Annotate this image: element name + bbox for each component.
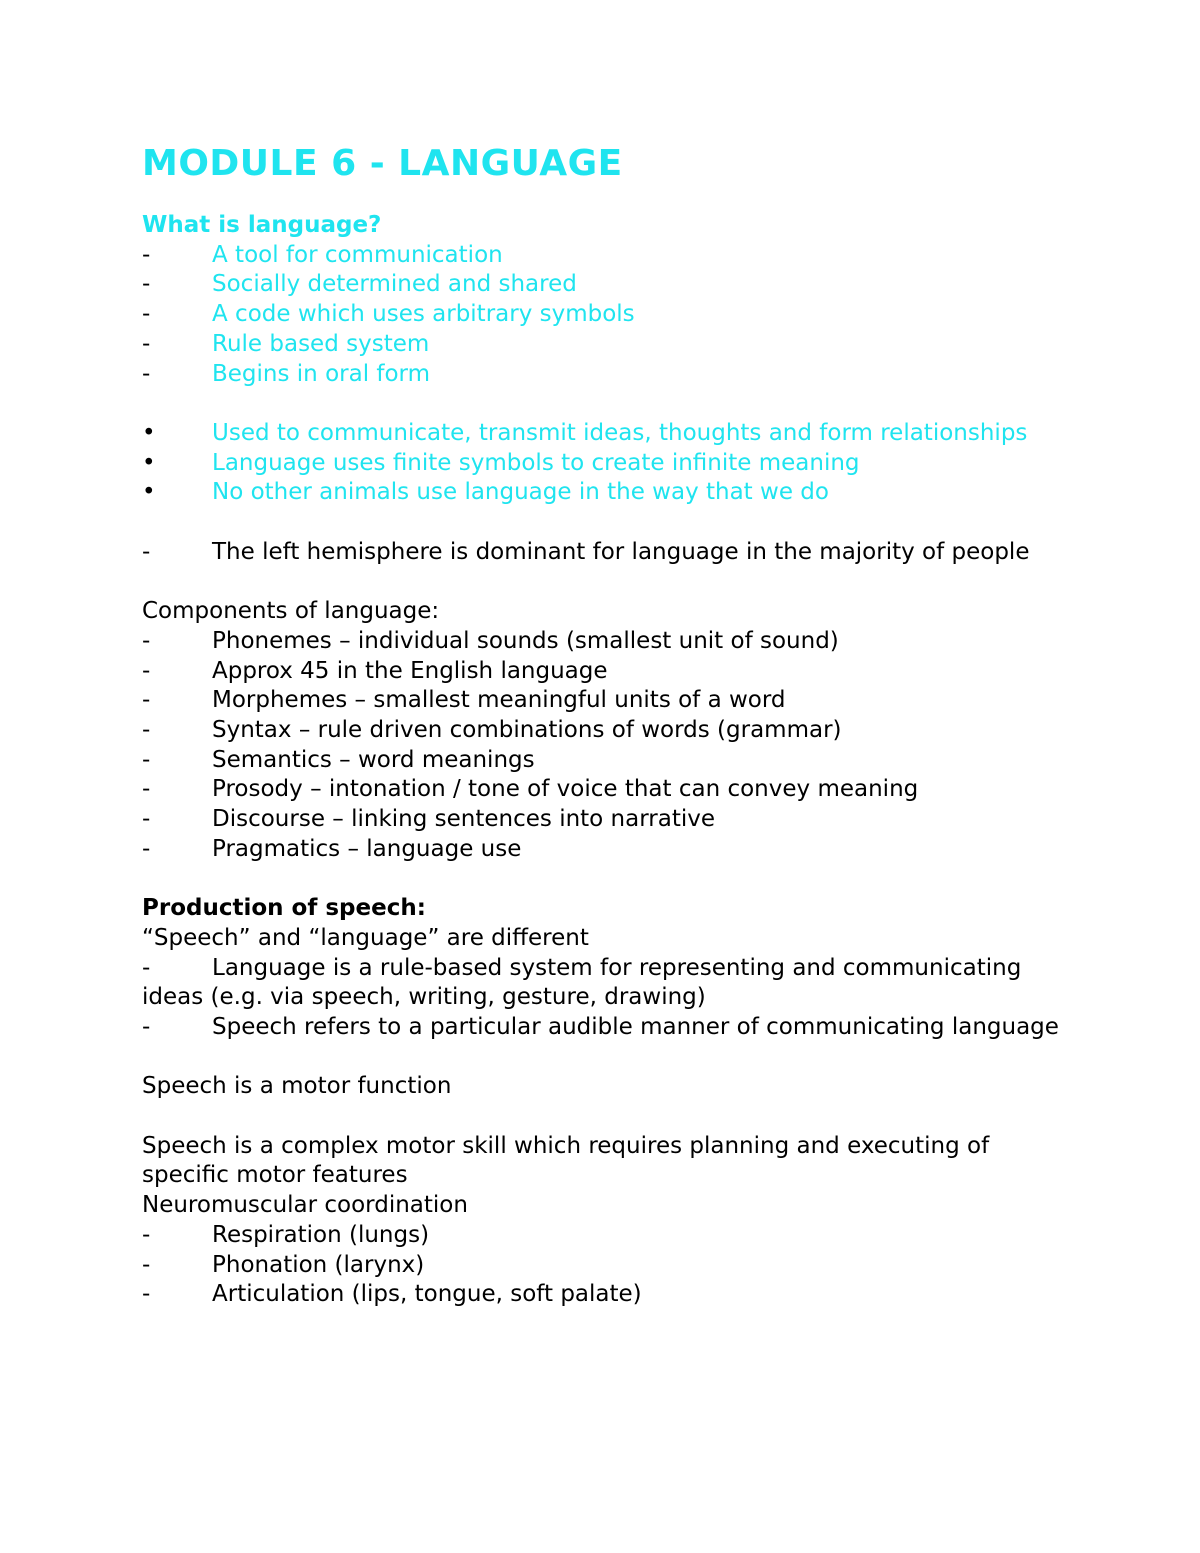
spacer	[142, 508, 1072, 538]
page-title: MODULE 6 - LANGUAGE	[142, 143, 623, 184]
list-item	[142, 775, 1072, 805]
production-intro: “Speech” and “language” are different	[142, 924, 589, 951]
bullet-item	[142, 478, 1072, 508]
dash-marker: -	[142, 627, 151, 654]
dash-marker: -	[142, 687, 151, 714]
list-item	[142, 300, 1072, 330]
dash-marker: -	[142, 835, 151, 862]
list-item	[142, 627, 1072, 657]
section-heading-components: Components of language:	[142, 598, 440, 625]
bullet-item	[142, 449, 1072, 479]
list-item-text: Prosody – intonation / tone of voice that can convey meaning	[212, 776, 919, 803]
list-item-text: Phonemes – individual sounds (smallest unit of sound)	[212, 627, 839, 654]
dash-marker: -	[142, 776, 151, 803]
list-item-text: Syntax – rule driven combinations of words (grammar)	[212, 716, 842, 743]
list-item	[142, 835, 1072, 865]
list-item	[142, 270, 1072, 300]
dash-marker: -	[142, 538, 151, 565]
list-item-text: The left hemisphere is dominant for language in the majority of people	[212, 538, 1030, 565]
spacer	[142, 864, 1072, 894]
list-item-text: A tool for communication	[212, 241, 503, 268]
bullet-item	[142, 419, 1072, 449]
list-item	[142, 716, 1072, 746]
list-item	[142, 1251, 1072, 1281]
section-heading-what-is-language: What is language?	[142, 212, 382, 238]
dash-marker: -	[142, 1281, 151, 1308]
list-item-text: Language uses finite symbols to create infinite meaning	[212, 449, 860, 476]
complex-skill-text: Speech is a complex motor skill which requires planning and executing of specific motor features	[142, 1132, 990, 1189]
spacer	[142, 1043, 1072, 1073]
spacer	[142, 389, 1072, 419]
list-item-text: Phonation (larynx)	[212, 1251, 425, 1278]
dash-marker: -	[142, 657, 151, 684]
list-item	[142, 954, 1072, 1013]
dash-marker: -	[142, 241, 151, 268]
dash-marker: -	[142, 746, 151, 773]
dash-marker: -	[142, 271, 151, 298]
list-item	[142, 360, 1072, 390]
list-item	[142, 1280, 1072, 1310]
list-item-text: Approx 45 in the English language	[212, 657, 608, 684]
section-heading-production: Production of speech:	[142, 895, 426, 922]
dash-marker: -	[142, 330, 151, 357]
list-item	[142, 1013, 1072, 1043]
list-item-text: Respiration (lungs)	[212, 1221, 430, 1248]
bullet-marker: •	[142, 419, 156, 446]
list-item-text: Begins in oral form	[212, 360, 431, 387]
motor-function-text: Speech is a motor function	[142, 1073, 452, 1100]
list-item	[142, 746, 1072, 776]
bullet-marker: •	[142, 449, 156, 476]
list-item-text: Socially determined and shared	[212, 271, 577, 298]
list-item	[142, 538, 1072, 568]
list-item-text: Discourse – linking sentences into narrative	[212, 806, 716, 833]
dash-marker: -	[142, 1221, 151, 1248]
document-page	[142, 140, 1072, 1310]
list-item	[142, 330, 1072, 360]
list-item-text: Used to communicate, transmit ideas, thoughts and form relationships	[212, 419, 1028, 446]
dash-marker: -	[142, 301, 151, 328]
list-item-text: Semantics – word meanings	[212, 746, 535, 773]
list-item-text: No other animals use language in the way that we do	[212, 479, 829, 506]
neuromuscular-heading: Neuromuscular coordination	[142, 1192, 468, 1219]
list-item	[142, 657, 1072, 687]
dash-marker: -	[142, 1251, 151, 1278]
dash-marker: -	[142, 360, 151, 387]
list-item	[142, 805, 1072, 835]
dash-marker: -	[142, 954, 151, 981]
list-item	[142, 686, 1072, 716]
list-item	[142, 1221, 1072, 1251]
list-item-text: Pragmatics – language use	[212, 835, 522, 862]
spacer	[142, 567, 1072, 597]
list-item-text: Speech refers to a particular audible manner of communicating language	[212, 1013, 1059, 1040]
list-item	[142, 241, 1072, 271]
dash-marker: -	[142, 806, 151, 833]
list-item-text: A code which uses arbitrary symbols	[212, 301, 635, 328]
bullet-marker: •	[142, 479, 156, 506]
list-item-text: Morphemes – smallest meaningful units of a word	[212, 687, 786, 714]
list-item-text: Rule based system	[212, 330, 430, 357]
list-item-text: Articulation (lips, tongue, soft palate)	[212, 1281, 642, 1308]
spacer	[142, 1102, 1072, 1132]
list-item-text: Language is a rule-based system for representing and communicating ideas (e.g. via speech, writing, gesture, drawing)	[142, 954, 1022, 1011]
dash-marker: -	[142, 716, 151, 743]
dash-marker: -	[142, 1013, 151, 1040]
